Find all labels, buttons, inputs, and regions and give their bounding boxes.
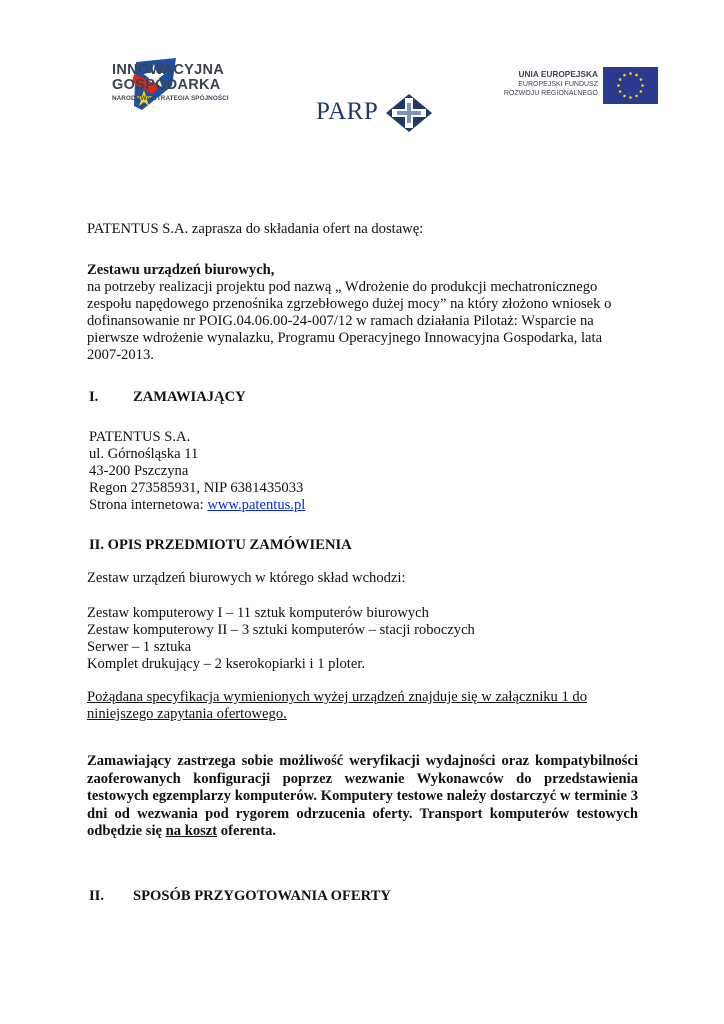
note-last-after: oferenta.: [217, 823, 277, 839]
eu-star-icon: [623, 95, 626, 98]
logo-left-line2: GOSPODARKA: [112, 77, 221, 93]
logo-right-line1: UNIA EUROPEJSKA: [518, 69, 598, 79]
eu-star-icon: [629, 96, 632, 99]
spec-line-1: Pożądana specyfikacja wymienionych wyżej urządzeń znajduje się w załączniku 1 do: [87, 689, 588, 705]
section-1-title: ZAMAWIAJĄCY: [133, 389, 246, 405]
subject-title: Zestawu urządzeń biurowych,: [87, 262, 275, 278]
subject-line-2: zespołu napędowego przenośnika zgrzebłowego dużej mocy” na który złożono wniosek o: [87, 296, 612, 312]
item-line-4: Komplet drukujący – 2 kserokopiarki i 1 ploter.: [87, 656, 366, 672]
note-block: [87, 753, 638, 841]
website-link[interactable]: www.patentus.pl: [207, 497, 306, 513]
eu-star-icon: [623, 74, 626, 77]
subject-line-4: pierwsze wdrożenie wynalazku, Programu Operacyjnego Innowacyjna Gospodarka, lata: [87, 330, 603, 346]
address-line-3: 43-200 Pszczyna: [89, 463, 189, 479]
section-2-title: II. OPIS PRZEDMIOTU ZAMÓWIENIA: [89, 537, 352, 553]
address-line-1: PATENTUS S.A.: [89, 429, 191, 445]
note-line-1: Zamawiający zastrzega sobie możliwość weryfikacji wydajności oraz kompatybilności: [87, 753, 638, 769]
logo-right-line3: ROZWOJU REGIONALNEGO: [503, 90, 598, 97]
subject-line-3: dofinansowanie nr POIG.04.06.00-24-007/12 w ramach działania Pilotaż: Wsparcie na: [87, 313, 594, 329]
website-row: [89, 497, 305, 515]
innowacyjna-gospodarka-text: [112, 63, 229, 102]
note-line-4: dni od wezwania pod rygorem odrzucenia oferty. Transport komputerów testowych: [87, 805, 638, 822]
logo-left-line3: NARODOWA STRATEGIA SPÓJNOŚCI: [112, 95, 229, 102]
eu-fund-text: [480, 69, 598, 98]
note-line-3: testowych egzemplarzy komputerów. Komputery testowe należy dostarczyć w terminie 3: [87, 788, 638, 804]
section-1-number: I.: [89, 389, 99, 405]
subject-line-5: 2007-2013.: [87, 347, 154, 363]
item-line-2: Zestaw komputerowy II – 3 sztuki komputerów – stacji roboczych: [87, 622, 475, 638]
item-line-3: Serwer – 1 sztuka: [87, 639, 192, 655]
parp-logo-icon: [386, 94, 432, 132]
intro-text: PATENTUS S.A. zaprasza do składania ofert na dostawę:: [87, 221, 424, 237]
eu-star-icon: [640, 90, 643, 93]
item-line-1: Zestaw komputerowy I – 11 sztuk komputerów biurowych: [87, 605, 429, 621]
eu-star-icon: [617, 84, 620, 87]
logo-left-line1: INNOWACYJNA: [112, 62, 225, 78]
address-line-2: ul. Górnośląska 11: [89, 446, 199, 462]
eu-star-icon: [635, 95, 638, 98]
parp-logo-text: PARP: [316, 98, 379, 125]
note-line-5: [87, 823, 638, 841]
eu-star-icon: [641, 84, 644, 87]
website-label: Strona internetowa:: [89, 497, 208, 513]
eu-star-icon: [635, 74, 638, 77]
eu-star-icon: [619, 90, 622, 93]
note-line-2: zaoferowanych konfiguracji poprzez wezwanie Wykonawców do przedstawienia: [87, 770, 638, 787]
note-last-before: odbędzie się: [87, 823, 166, 839]
eu-star-icon: [619, 78, 622, 81]
section-3-number: II.: [89, 888, 105, 904]
section-3-title: SPOSÓB PRZYGOTOWANIA OFERTY: [133, 888, 391, 904]
eu-star-icon: [640, 78, 643, 81]
address-line-4: Regon 273585931, NIP 6381435033: [89, 480, 304, 496]
spec-line-2: niniejszego zapytania ofertowego.: [87, 706, 287, 722]
eu-star-icon: [629, 72, 632, 75]
subject-line-1: na potrzeby realizacji projektu pod nazwą „ Wdrożenie do produkcji mechatronicznego: [87, 279, 598, 295]
eu-flag-icon: [603, 67, 658, 104]
note-last-underlined: na koszt: [165, 823, 218, 839]
section-2-intro: Zestaw urządzeń biurowych w którego skład wchodzi:: [87, 570, 406, 586]
logo-right-line2: EUROPEJSKI FUNDUSZ: [518, 81, 598, 88]
